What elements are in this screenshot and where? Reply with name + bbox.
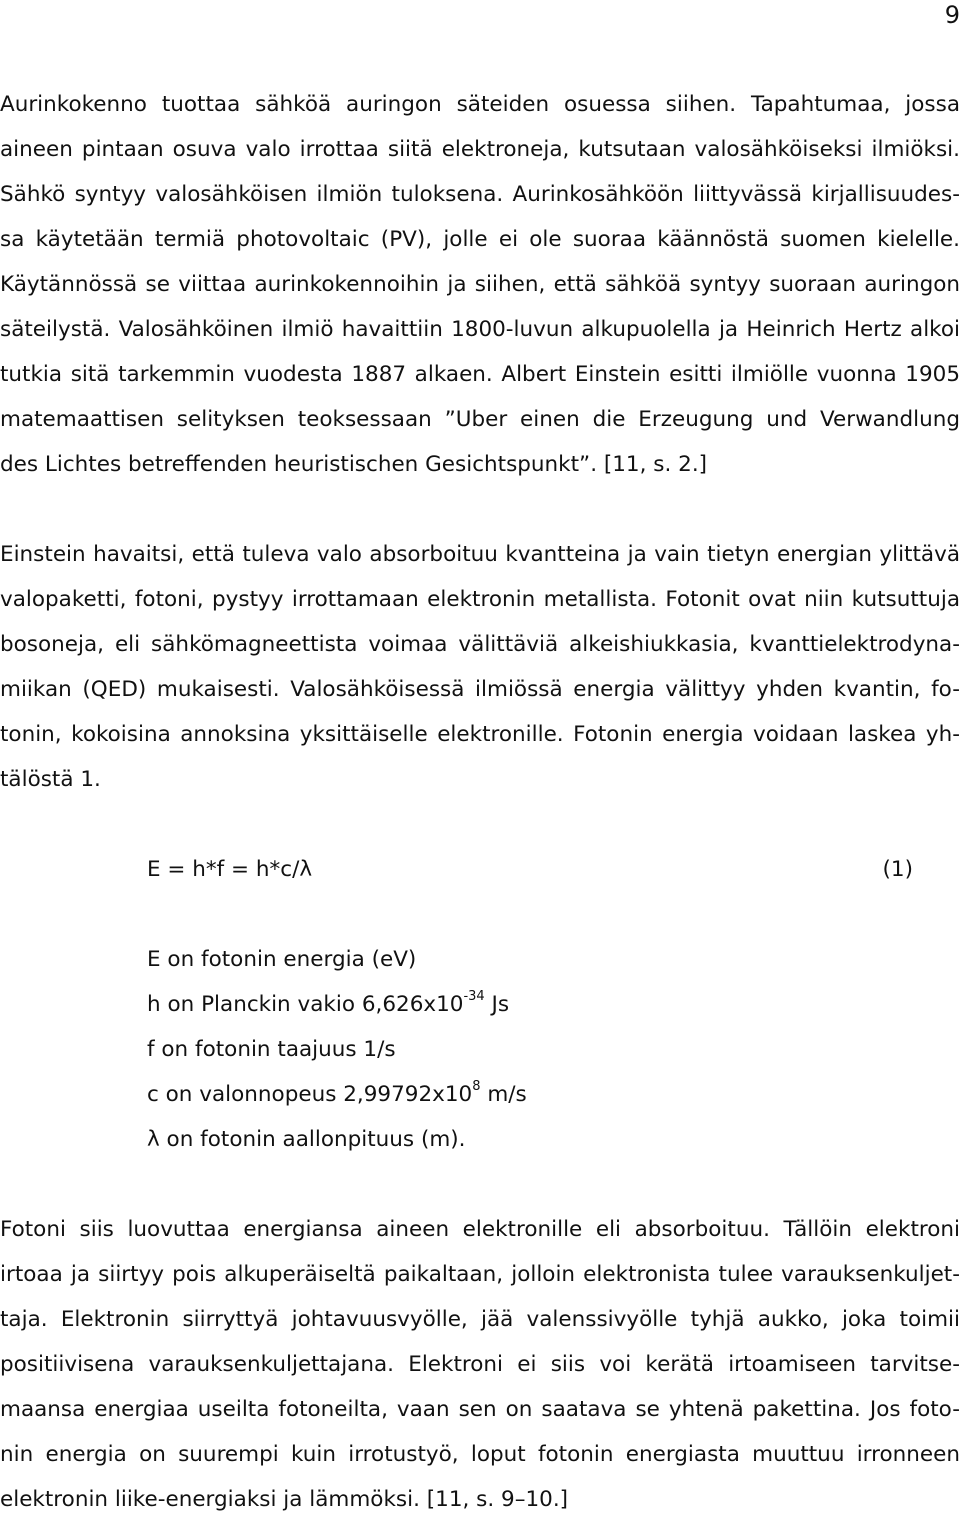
paragraph-2-line: Einstein havaitsi, että tuleva valo absorboituu kvantteina ja vain tietyn energian ylittävä [0,542,960,567]
paragraph-1-line: Sähkö syntyy valosähköisen ilmiön tuloksena. Aurinkosähköön liittyvässä kirjallisuudes- [0,182,960,207]
paragraph-1-line: tutkia sitä tarkemmin vuodesta 1887 alkaen. Albert Einstein esitti ilmiölle vuonna 1905 [0,362,960,387]
paragraph-2-line: tonin, kokoisina annoksina yksittäiselle elektronille. Fotonin energia voidaan laskea yh- [0,722,960,747]
equation-number: (1) [882,857,913,882]
paragraph-1-line: sa käytetään termiä photovoltaic (PV), jolle ei ole suoraa käännöstä suomen kielelle. [0,227,960,252]
definition-c-text: c on valonnopeus 2,99792x10 [147,1082,473,1107]
paragraph-3-line: nin energia on suurempi kuin irrotustyö, loput fotonin energiasta muuttuu irronneen [0,1442,960,1467]
paragraph-2-line: bosoneja, eli sähkömagneettista voimaa välittäviä alkeishiukkasia, kvanttielektrodyna- [0,632,960,657]
definition-lambda: λ on fotonin aallonpituus (m). [147,1127,466,1152]
paragraph-3-line: Fotoni siis luovuttaa energiansa aineen elektronille eli absorboituu. Tällöin elektroni [0,1217,960,1242]
paragraph-3-line: elektronin liike-energiaksi ja lämmöksi. [11, s. 9–10.] [0,1487,569,1512]
definition-c-unit: m/s [480,1082,527,1107]
paragraph-2-line: valopaketti, fotoni, pystyy irrottamaan elektronin metallista. Fotonit ovat niin kutsuttuja [0,587,960,612]
equation-formula: E = h*f = h*c/λ [147,857,313,882]
paragraph-1-line: des Lichtes betreffenden heuristischen Gesichtspunkt”. [11, s. 2.] [0,452,708,477]
definition-h-exponent: -34 [463,989,485,1004]
paragraph-1-line: Käytännössä se viittaa aurinkokennoihin ja siihen, että sähköä syntyy suoraan auringon [0,272,960,297]
definition-f: f on fotonin taajuus 1/s [147,1037,396,1062]
definition-c [147,1081,527,1112]
definition-h-text: h on Planckin vakio 6,626x10 [147,992,464,1017]
definition-h-unit: Js [484,992,510,1017]
paragraph-2-line: miikan (QED) mukaisesti. Valosähköisessä ilmiössä energia välittyy yhden kvantin, fo- [0,677,960,702]
paragraph-1-line: matemaattisen selityksen teoksessaan ”Uber einen die Erzeugung und Verwandlung [0,407,960,432]
paragraph-3-line: irtoaa ja siirtyy pois alkuperäiseltä paikaltaan, jolloin elektronista tulee varauksenkuljet- [0,1262,960,1287]
paragraph-3-line: taja. Elektronin siirryttyä johtavuusvyölle, jää valenssivyölle tyhjä aukko, joka toimii [0,1307,960,1332]
paragraph-1-line: Aurinkokenno tuottaa sähköä auringon säteiden osuessa siihen. Tapahtumaa, jossa [0,92,960,117]
definition-c-exponent: 8 [472,1079,481,1094]
paragraph-1-line: säteilystä. Valosähköinen ilmiö havaittiin 1800-luvun alkupuolella ja Heinrich Hertz alkoi [0,317,960,342]
definition-h [147,991,509,1022]
paragraph-3-line: positiivisena varauksenkuljettajana. Elektroni ei siis voi kerätä irtoamiseen tarvitse- [0,1352,960,1377]
definition-e: E on fotonin energia (eV) [147,947,417,972]
page-number: 9 [944,1,960,29]
paragraph-3-line: maansa energiaa useilta fotoneilta, vaan sen on saatava se yhtenä pakettina. Jos foto- [0,1397,960,1422]
paragraph-1-line: aineen pintaan osuva valo irrottaa siitä elektroneja, kutsutaan valosähköiseksi ilmiöksi. [0,137,960,162]
paragraph-2-line: tälöstä 1. [0,767,101,792]
